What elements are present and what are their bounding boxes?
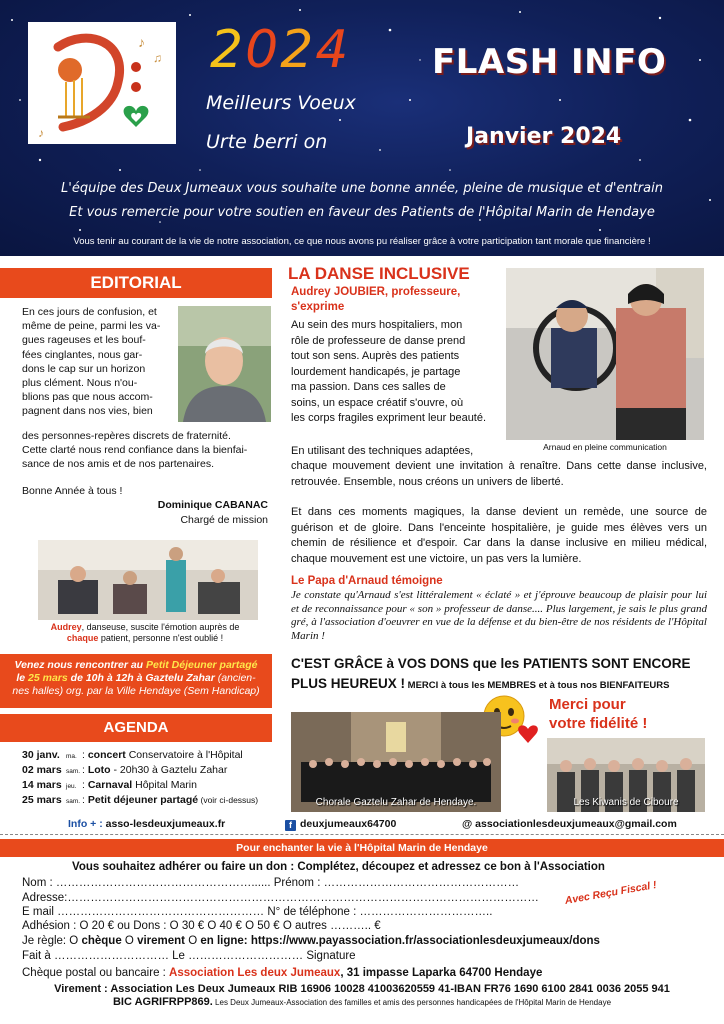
facebook-icon: f [285, 820, 296, 831]
form-name-field[interactable]: Nom : ……………………………………………...... Prénom : …………………………………………… [22, 877, 520, 889]
article-subtitle [291, 285, 501, 315]
website-link[interactable]: asso-lesdeuxjumeaux.fr [105, 818, 226, 830]
testimony-text: Je constate qu'Arnaud s'est littéralement « éclaté » et j'éprouve beaucoup de plaisir pour lui et de reconnaissance pour « son » professeur de danse.... Plus largement, je sais le plus grand gré, à l'association d'oeuvrer en vue de la défense et du bien-être de nos résidents de l'Hôpital Marin ! [291, 589, 707, 642]
cheque-payee: Association Les deux Jumeaux [169, 967, 341, 979]
association-fullname: Les Deux Jumeaux-Association des familles et amis des personnes handicapées de l'Hôpital Marin de Hendaye [212, 998, 612, 1007]
caption-text-end: patient, personne n'est oublié ! [98, 633, 224, 643]
flash-info-title: FLASH INFO [432, 42, 667, 82]
editorial-line: fées cinglantes, nous gar- [22, 348, 143, 361]
article-paragraph [291, 318, 487, 427]
payment-online-url[interactable]: : https://www.payassociation.fr/associationlesdeuxjumeaux/dons [243, 935, 600, 947]
agenda-title: Loto [87, 764, 111, 776]
agenda-item: 25 mars sam. : Petit déjeuner partagé (voir ci-dessus) [22, 794, 259, 806]
event-text: Venez nous rencontrer au [14, 659, 147, 671]
agenda-day: sam. [66, 768, 81, 775]
header-thanks-line: Et vous remercie pour votre soutien en faveur des Patients de l'Hôpital Marin de Hendaye [69, 205, 655, 220]
issue-date: Janvier 2024 [466, 124, 622, 149]
bic-line [10, 996, 714, 1009]
form-email-phone-field[interactable]: E mail ……………………………………………… N° de téléphone : …………………………….. [22, 906, 493, 918]
facebook-contact [285, 818, 396, 831]
merci-line: votre fidélité ! [549, 715, 648, 732]
article-line: ma passion. Dans ces salles de [291, 381, 446, 393]
donations-thanks-members: MERCI à tous les MEMBRES et à tous nos BIENFAITEURS [405, 680, 670, 691]
article-line: En utilisant des techniques adaptées, [291, 445, 474, 457]
article-subtitle-line: Audrey JOUBIER, professeure, [291, 286, 461, 298]
agenda-item: 30 janv. ma. : concert Conservatoire à l'Hôpital [22, 749, 243, 761]
event-text: de 10h à 12h à Gaztelu Zahar [67, 672, 215, 684]
caption-highlight: chaque [66, 633, 99, 643]
article-subtitle-line: s'exprime [291, 301, 345, 313]
cut-line-divider [0, 834, 724, 835]
editorial-line: En ces jours de confusion, et [22, 306, 157, 318]
breakfast-event-box [0, 654, 272, 708]
agenda-day: sam. [66, 798, 81, 805]
agenda-detail: - 20h30 à Gaztelu Zahar [110, 764, 228, 776]
donations-headline: C'EST GRÂCE à VOS DONS que les PATIENTS SONT ENCORE [291, 656, 691, 671]
article-line: rôle de professeure de danse prend [291, 334, 466, 347]
payment-online-option[interactable]: en ligne [200, 935, 244, 947]
form-signature-line[interactable]: Fait à ………………………… Le ………………………… Signature [22, 950, 356, 962]
editorial-line: dons le cap sur un horizon [22, 362, 146, 375]
chorale-photo [291, 712, 501, 812]
payment-sep: O [185, 935, 201, 947]
editorial-line: blions pas que nous accom- [22, 391, 153, 404]
editorial-line: plus clément. Nous n'ou- [22, 377, 138, 390]
form-membership-options[interactable]: Adhésion : O 20 € ou Dons : O 30 € O 40 € O 50 € O autres ……….. € [22, 920, 381, 932]
editorial-line: même de peine, parmi les va- [22, 320, 161, 333]
kiwanis-photo-label: Les Kiwanis de Ciboure [573, 797, 679, 808]
arnaud-photo-caption: Arnaud en pleine communication [543, 442, 667, 452]
bic-code: BIC AGRIFRPP869. [112, 996, 213, 1008]
cheque-street: , 31 impasse Laparka 64700 Hendaye [340, 967, 543, 979]
cheque-address [22, 967, 542, 979]
form-heading: Vous souhaitez adhérer ou faire un don : Complétez, découpez et adressez ce bon à l'Association [72, 861, 605, 873]
agenda-detail: (voir ci-dessus) [198, 795, 259, 805]
form-address-field[interactable]: Adresse:…………………………………………………………………………………………………………… [22, 892, 539, 904]
agenda-title: concert [87, 749, 126, 761]
dance-photo-caption [20, 622, 270, 644]
editorial-line: pagnent dans nos vies, bien [22, 405, 153, 418]
payment-cheque-option[interactable]: chèque [81, 935, 122, 947]
agenda-detail: Hôpital Marin [132, 779, 197, 791]
cheque-label: Chèque postal ou bancaire : [22, 967, 170, 979]
author-portrait-photo [178, 306, 271, 422]
caption-text: , danseuse, suscite l'émotion auprès de [81, 622, 240, 632]
signer-role: Chargé de mission [180, 514, 268, 526]
header-banner [0, 0, 724, 256]
article-line: lourdement handicapés, je partage [291, 365, 461, 378]
association-logo [28, 22, 176, 144]
editorial-line: des personnes-repères discrets de fraternité. [22, 430, 231, 442]
payment-transfer-option[interactable]: virement [137, 935, 185, 947]
editorial-line: Cette clarté nous rend confiance dans la bienfai- [22, 444, 248, 457]
agenda-day: jeu. [66, 783, 77, 790]
article-line: soins, un espace créatif s'ouvre, où [291, 396, 464, 409]
event-text: le [16, 672, 29, 684]
agenda-date: 25 mars [22, 794, 62, 806]
agenda-date: 30 janv. [22, 749, 60, 761]
article-title: LA DANSE INCLUSIVE [288, 264, 470, 283]
article-paragraph: chaque mouvement devient une invitation à renaître. Dans cette danse inclusive, retrouvée. Ensemble, nous créons un univers de liberté. [291, 460, 707, 488]
dance-session-photo [38, 540, 258, 620]
event-organizer: nes halles) org. par la Ville Hendaye (Sem Handicap) [12, 685, 260, 697]
payment-sep: O [121, 935, 138, 947]
agenda-title: Carnaval [87, 779, 133, 791]
wishes-french: Meilleurs Voeux [206, 92, 356, 114]
wishes-basque: Urte berri on [206, 131, 328, 153]
event-text: (ancien- [214, 672, 256, 684]
chorale-photo-label: Chorale Gaztelu Zahar de Hendaye. [315, 797, 477, 808]
article-line: tout son sens. Auprès des patients [291, 350, 460, 362]
bank-details [10, 983, 714, 1009]
form-banner: Pour enchanter la vie à l'Hôpital Marin de Hendaye [0, 839, 724, 857]
agenda-detail: Conservatoire à l'Hôpital [125, 749, 243, 761]
tax-receipt-note: Avec Reçu Fiscal ! [563, 878, 658, 907]
merci-line: Merci pour [549, 696, 626, 713]
event-date: 25 mars [28, 672, 68, 684]
agenda-date: 02 mars [22, 764, 62, 776]
header-greeting-line: L'équipe des Deux Jumeaux vous souhaite une bonne année, pleine de musique et d'entrain [61, 181, 663, 196]
bank-transfer-details: Virement : Association Les Deux Jumeaux RIB 16906 10028 41003620559 41-IBAN FR76 1690 6100 2841 0036 2055 941 [54, 983, 670, 995]
header-intro-line: Vous tenir au courant de la vie de notre association, ce que nous avons pu réaliser grâce à votre participation tant morale que financière ! [73, 236, 651, 247]
svg-text:♫: ♫ [153, 51, 162, 65]
svg-text:♪: ♪ [138, 34, 145, 50]
agenda-title: Petit déjeuner partagé [87, 794, 199, 806]
facebook-link[interactable]: deuxjumeaux64700 [300, 818, 397, 830]
editorial-banner: EDITORIAL [0, 268, 272, 298]
editorial-text-narrow [22, 305, 172, 419]
agenda-date: 14 mars [22, 779, 62, 791]
editorial-line: gues rageuses et les bouf- [22, 334, 146, 347]
arnaud-photo [506, 268, 704, 440]
form-payment-method[interactable] [22, 935, 600, 947]
agenda-item: 14 mars jeu. : Carnaval Hôpital Marin [22, 779, 197, 791]
year-title: 2024 [210, 20, 351, 80]
svg-text:♪: ♪ [38, 126, 44, 140]
editorial-text-wide [22, 429, 272, 472]
bass-clef-lyre-logo-icon [28, 22, 176, 144]
caption-name: Audrey [50, 622, 82, 632]
article-paragraph: Et dans ces moments magiques, la danse devient un remède, une source de guérison et de gloire. Dans l'enceinte hospitalière, je guide mes élèves vers un chemin de résilience et d'espoir. Car dans la danse inclusive en milieu médical, chaque mouvement est une victoire, un pas vers la lumière. [291, 506, 707, 565]
agenda-banner: AGENDA [0, 714, 272, 742]
merci-message [549, 695, 647, 733]
email-contact[interactable]: @ associationlesdeuxjumeaux@gmail.com [462, 818, 677, 830]
donations-headline-end: PLUS HEUREUX ! [291, 676, 406, 691]
website-contact [68, 818, 225, 830]
info-label: Info + : [68, 818, 103, 830]
agenda-item: 02 mars sam. : Loto - 20h30 à Gaztelu Zahar [22, 764, 228, 776]
signer-name: Dominique CABANAC [157, 499, 268, 511]
event-highlight: Petit Déjeuner partagé [146, 659, 258, 671]
testimony-title: Le Papa d'Arnaud témoigne [291, 575, 443, 587]
article-line: les corps fragiles expriment leur beauté. [291, 412, 487, 424]
editorial-greeting: Bonne Année à tous ! [22, 485, 123, 497]
editorial-line: sance de nos amis et de nos partenaires. [22, 458, 215, 471]
agenda-day: ma. [66, 753, 77, 760]
kiwanis-photo [547, 738, 705, 812]
article-line: Au sein des murs hospitaliers, mon [291, 319, 463, 331]
payment-label: Je règle: O [22, 935, 82, 947]
